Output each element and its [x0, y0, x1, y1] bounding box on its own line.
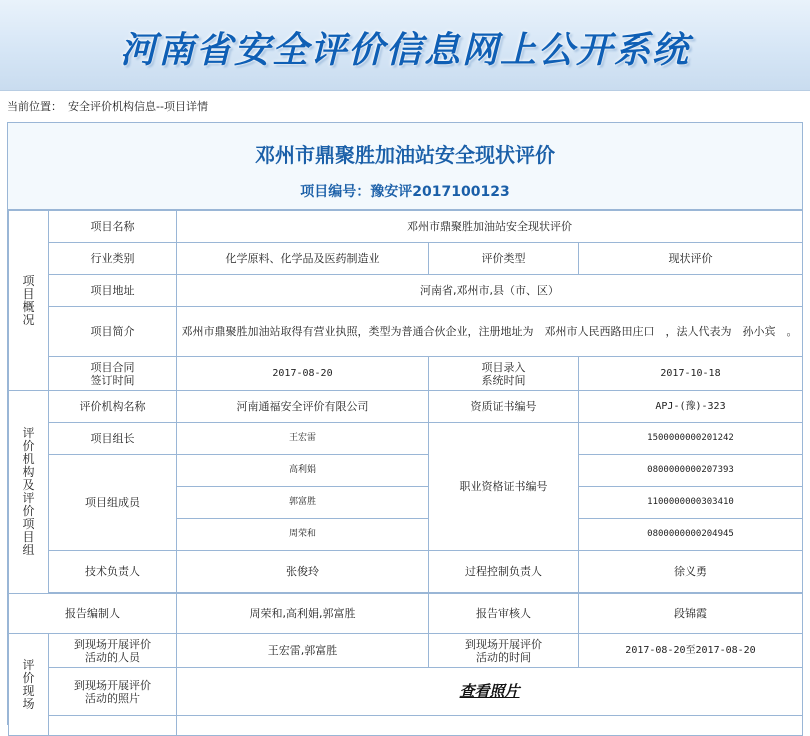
- intro-label: 项目简介: [49, 307, 177, 357]
- report-editor-value: 周荣和,高利娟,郭富胜: [177, 594, 429, 634]
- member-name: 周荣和: [177, 519, 429, 551]
- section-site-label: 评 价 现 场: [9, 634, 49, 736]
- project-name-label: 项目名称: [49, 211, 177, 243]
- row-project-name: [9, 211, 803, 243]
- row-address: [9, 275, 803, 307]
- row-dates: [9, 357, 803, 391]
- row-member: [9, 455, 803, 487]
- report-editor-label: 报告编制人: [9, 594, 177, 634]
- header-banner: [0, 0, 810, 91]
- site-people-value: 王宏雷,郭富胜: [177, 634, 429, 668]
- site-time-label: 到现场开展评价 活动的时间: [429, 634, 579, 668]
- agency-name-value: 河南通福安全评价有限公司: [177, 391, 429, 423]
- view-photos-link[interactable]: 查看照片: [459, 681, 520, 700]
- qualification-label: 职业资格证书编号: [429, 423, 579, 551]
- breadcrumb-label: 当前位置：: [7, 100, 62, 113]
- intro-value: 邓州市鼎聚胜加油站取得有营业执照，类型为普通合伙企业，注册地址为 邓州市人民西路田庄口 ，法人代表为 孙小宾 。: [177, 307, 803, 357]
- eval-type-value: 现状评价: [579, 243, 803, 275]
- report-reviewer-label: 报告审核人: [429, 594, 579, 634]
- leader-value: 王宏雷: [177, 423, 429, 455]
- breadcrumb: [7, 96, 803, 118]
- qualification-number: 0800000000204945: [579, 519, 803, 551]
- members-label: 项目组成员: [49, 455, 177, 551]
- eval-type-label: 评价类型: [429, 243, 579, 275]
- project-detail-panel: [7, 122, 803, 725]
- industry-value: 化学原料、化学品及医药制造业: [177, 243, 429, 275]
- member-name: 高利娟: [177, 455, 429, 487]
- breadcrumb-path: 安全评价机构信息--项目详情: [68, 100, 208, 113]
- project-title: 邓州市鼎聚胜加油站安全现状评价: [255, 143, 555, 167]
- project-detail-table: [8, 210, 803, 736]
- row-extra: [9, 716, 803, 736]
- row-leader: [9, 423, 803, 455]
- project-header: [8, 123, 802, 210]
- project-name-value: 邓州市鼎聚胜加油站安全现状评价: [177, 211, 803, 243]
- row-site-photos: [9, 668, 803, 716]
- row-agency: [9, 391, 803, 423]
- process-lead-value: 徐义勇: [579, 551, 803, 593]
- agency-name-label: 评价机构名称: [49, 391, 177, 423]
- row-industry: [9, 243, 803, 275]
- site-time-value: 2017-08-20至2017-08-20: [579, 634, 803, 668]
- report-reviewer-value: 段锦霞: [579, 594, 803, 634]
- entry-date-label: 项目录入 系统时间: [429, 357, 579, 391]
- project-number: 项目编号：豫安评2017100123: [300, 184, 510, 200]
- contract-date-label: 项目合同 签订时间: [49, 357, 177, 391]
- row-intro: [9, 307, 803, 357]
- cert-number-label: 资质证书编号: [429, 391, 579, 423]
- address-label: 项目地址: [49, 275, 177, 307]
- site-photos-label: 到现场开展评价 活动的照片: [49, 668, 177, 716]
- leader-label: 项目组长: [49, 423, 177, 455]
- address-value: 河南省,邓州市,县（市、区）: [177, 275, 803, 307]
- section-overview-label: 项 目 概 况: [9, 211, 49, 391]
- qualification-number: 1100000000303410: [579, 487, 803, 519]
- industry-label: 行业类别: [49, 243, 177, 275]
- process-lead-label: 过程控制负责人: [429, 551, 579, 593]
- entry-date-value: 2017-10-18: [579, 357, 803, 391]
- tech-lead-value: 张俊玲: [177, 551, 429, 593]
- cert-number-value: APJ-(豫)-323: [579, 391, 803, 423]
- tech-lead-label: 技术负责人: [49, 551, 177, 593]
- site-people-label: 到现场开展评价 活动的人员: [49, 634, 177, 668]
- site-title: 河南省安全评价信息网上公开系统: [119, 30, 690, 71]
- row-responsible: [9, 551, 803, 593]
- qualification-number: 1500000000201242: [579, 423, 803, 455]
- row-site-people: [9, 634, 803, 668]
- contract-date-value: 2017-08-20: [177, 357, 429, 391]
- site-photos-cell: [177, 668, 803, 716]
- section-agency-label: 评 价 机 构 及 评 价 项 目 组: [9, 391, 49, 594]
- row-report: [9, 594, 803, 634]
- member-name: 郭富胜: [177, 487, 429, 519]
- qualification-number: 0800000000207393: [579, 455, 803, 487]
